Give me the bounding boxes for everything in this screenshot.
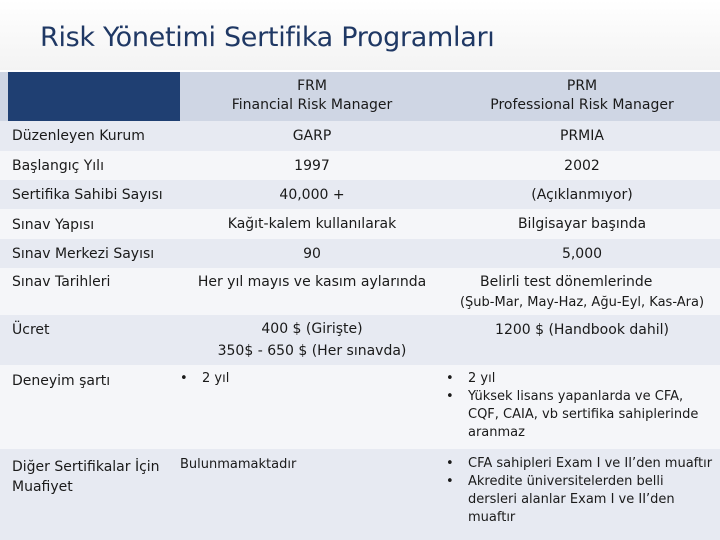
- table-row: [0, 365, 720, 449]
- frm-cell: Her yıl mayıs ve kasım aylarında: [197, 274, 427, 290]
- table-row: [0, 449, 720, 540]
- prm-cell-line1: Belirli test dönemlerinde: [480, 274, 653, 290]
- row-label: Başlangıç Yılı: [12, 158, 104, 174]
- row-label: Sınav Yapısı: [12, 217, 95, 233]
- prm-cell: Bilgisayar başında: [517, 216, 647, 232]
- bullet-icon: •: [180, 371, 188, 386]
- bullet-icon: •: [446, 371, 454, 386]
- row-label: Sınav Merkezi Sayısı: [12, 246, 155, 262]
- prm-cell: 1200 $ (Handbook dahil): [495, 322, 669, 338]
- frm-cell: GARP: [292, 128, 332, 144]
- frm-bullet-list: [180, 370, 229, 388]
- frm-cell-line2: 350$ - 650 $ (Her sınavda): [217, 343, 407, 359]
- table-row: [0, 121, 720, 151]
- title-band: [0, 0, 720, 70]
- frm-cell-line1: 400 $ (Girişte): [261, 321, 363, 337]
- prm-bullet-list: [446, 370, 698, 442]
- table-row: [0, 151, 720, 180]
- row-label: Diğer Sertifikalar İçin Muafiyet: [12, 459, 160, 495]
- row-label: Düzenleyen Kurum: [12, 128, 145, 144]
- frm-cell: 90: [303, 246, 321, 262]
- frm-cell: 40,000 +: [279, 187, 345, 203]
- prm-cell: PRMIA: [560, 128, 604, 144]
- header-prm: [444, 77, 720, 115]
- prm-bullet-list: [446, 455, 712, 527]
- prm-cell: 2002: [564, 158, 600, 174]
- table-row: [0, 268, 720, 315]
- prm-cell-line2: (Şub-Mar, May-Haz, Ağu-Eyl, Kas-Ara): [459, 295, 705, 310]
- row-label: Sınav Tarihleri: [12, 274, 111, 290]
- table-row: [0, 209, 720, 239]
- bullet-icon: •: [446, 456, 454, 471]
- prm-cell: 5,000: [561, 246, 603, 262]
- list-item: • Yüksek lisans yapanlarda ve CFA, CQF, CAIA, vb sertifika sahiplerinde aranmaz: [446, 389, 699, 440]
- header-prm-abbr: PRM: [566, 78, 598, 94]
- frm-cell: Kağıt-kalem kullanılarak: [227, 216, 397, 232]
- prm-cell: (Açıklanmıyor): [531, 187, 633, 203]
- frm-cell: 1997: [294, 158, 330, 174]
- list-item: • Akredite üniversitelerden belli dersleri alanlar Exam I ve II’den muaftır: [446, 474, 675, 525]
- table-header-row: [0, 72, 720, 121]
- row-label: Sertifika Sahibi Sayısı: [12, 187, 163, 203]
- header-frm: [180, 77, 444, 115]
- header-frm-name: Financial Risk Manager: [231, 97, 393, 113]
- list-item: • 2 yıl: [180, 371, 230, 386]
- table-row: [0, 180, 720, 209]
- header-blank-cell: [8, 72, 180, 121]
- table-row: [0, 315, 720, 365]
- list-item: • CFA sahipleri Exam I ve II’den muaftır: [446, 456, 713, 471]
- list-item: • 2 yıl: [446, 371, 496, 386]
- page-title: Risk Yönetimi Sertifika Programları: [40, 22, 495, 53]
- bullet-icon: •: [446, 474, 454, 489]
- frm-cell: Bulunmamaktadır: [180, 457, 297, 472]
- header-frm-abbr: FRM: [297, 78, 327, 94]
- table-row: [0, 239, 720, 268]
- row-label: Ücret: [12, 322, 50, 338]
- row-label: Deneyim şartı: [12, 373, 111, 389]
- header-prm-name: Professional Risk Manager: [490, 97, 674, 113]
- bullet-icon: •: [446, 389, 454, 404]
